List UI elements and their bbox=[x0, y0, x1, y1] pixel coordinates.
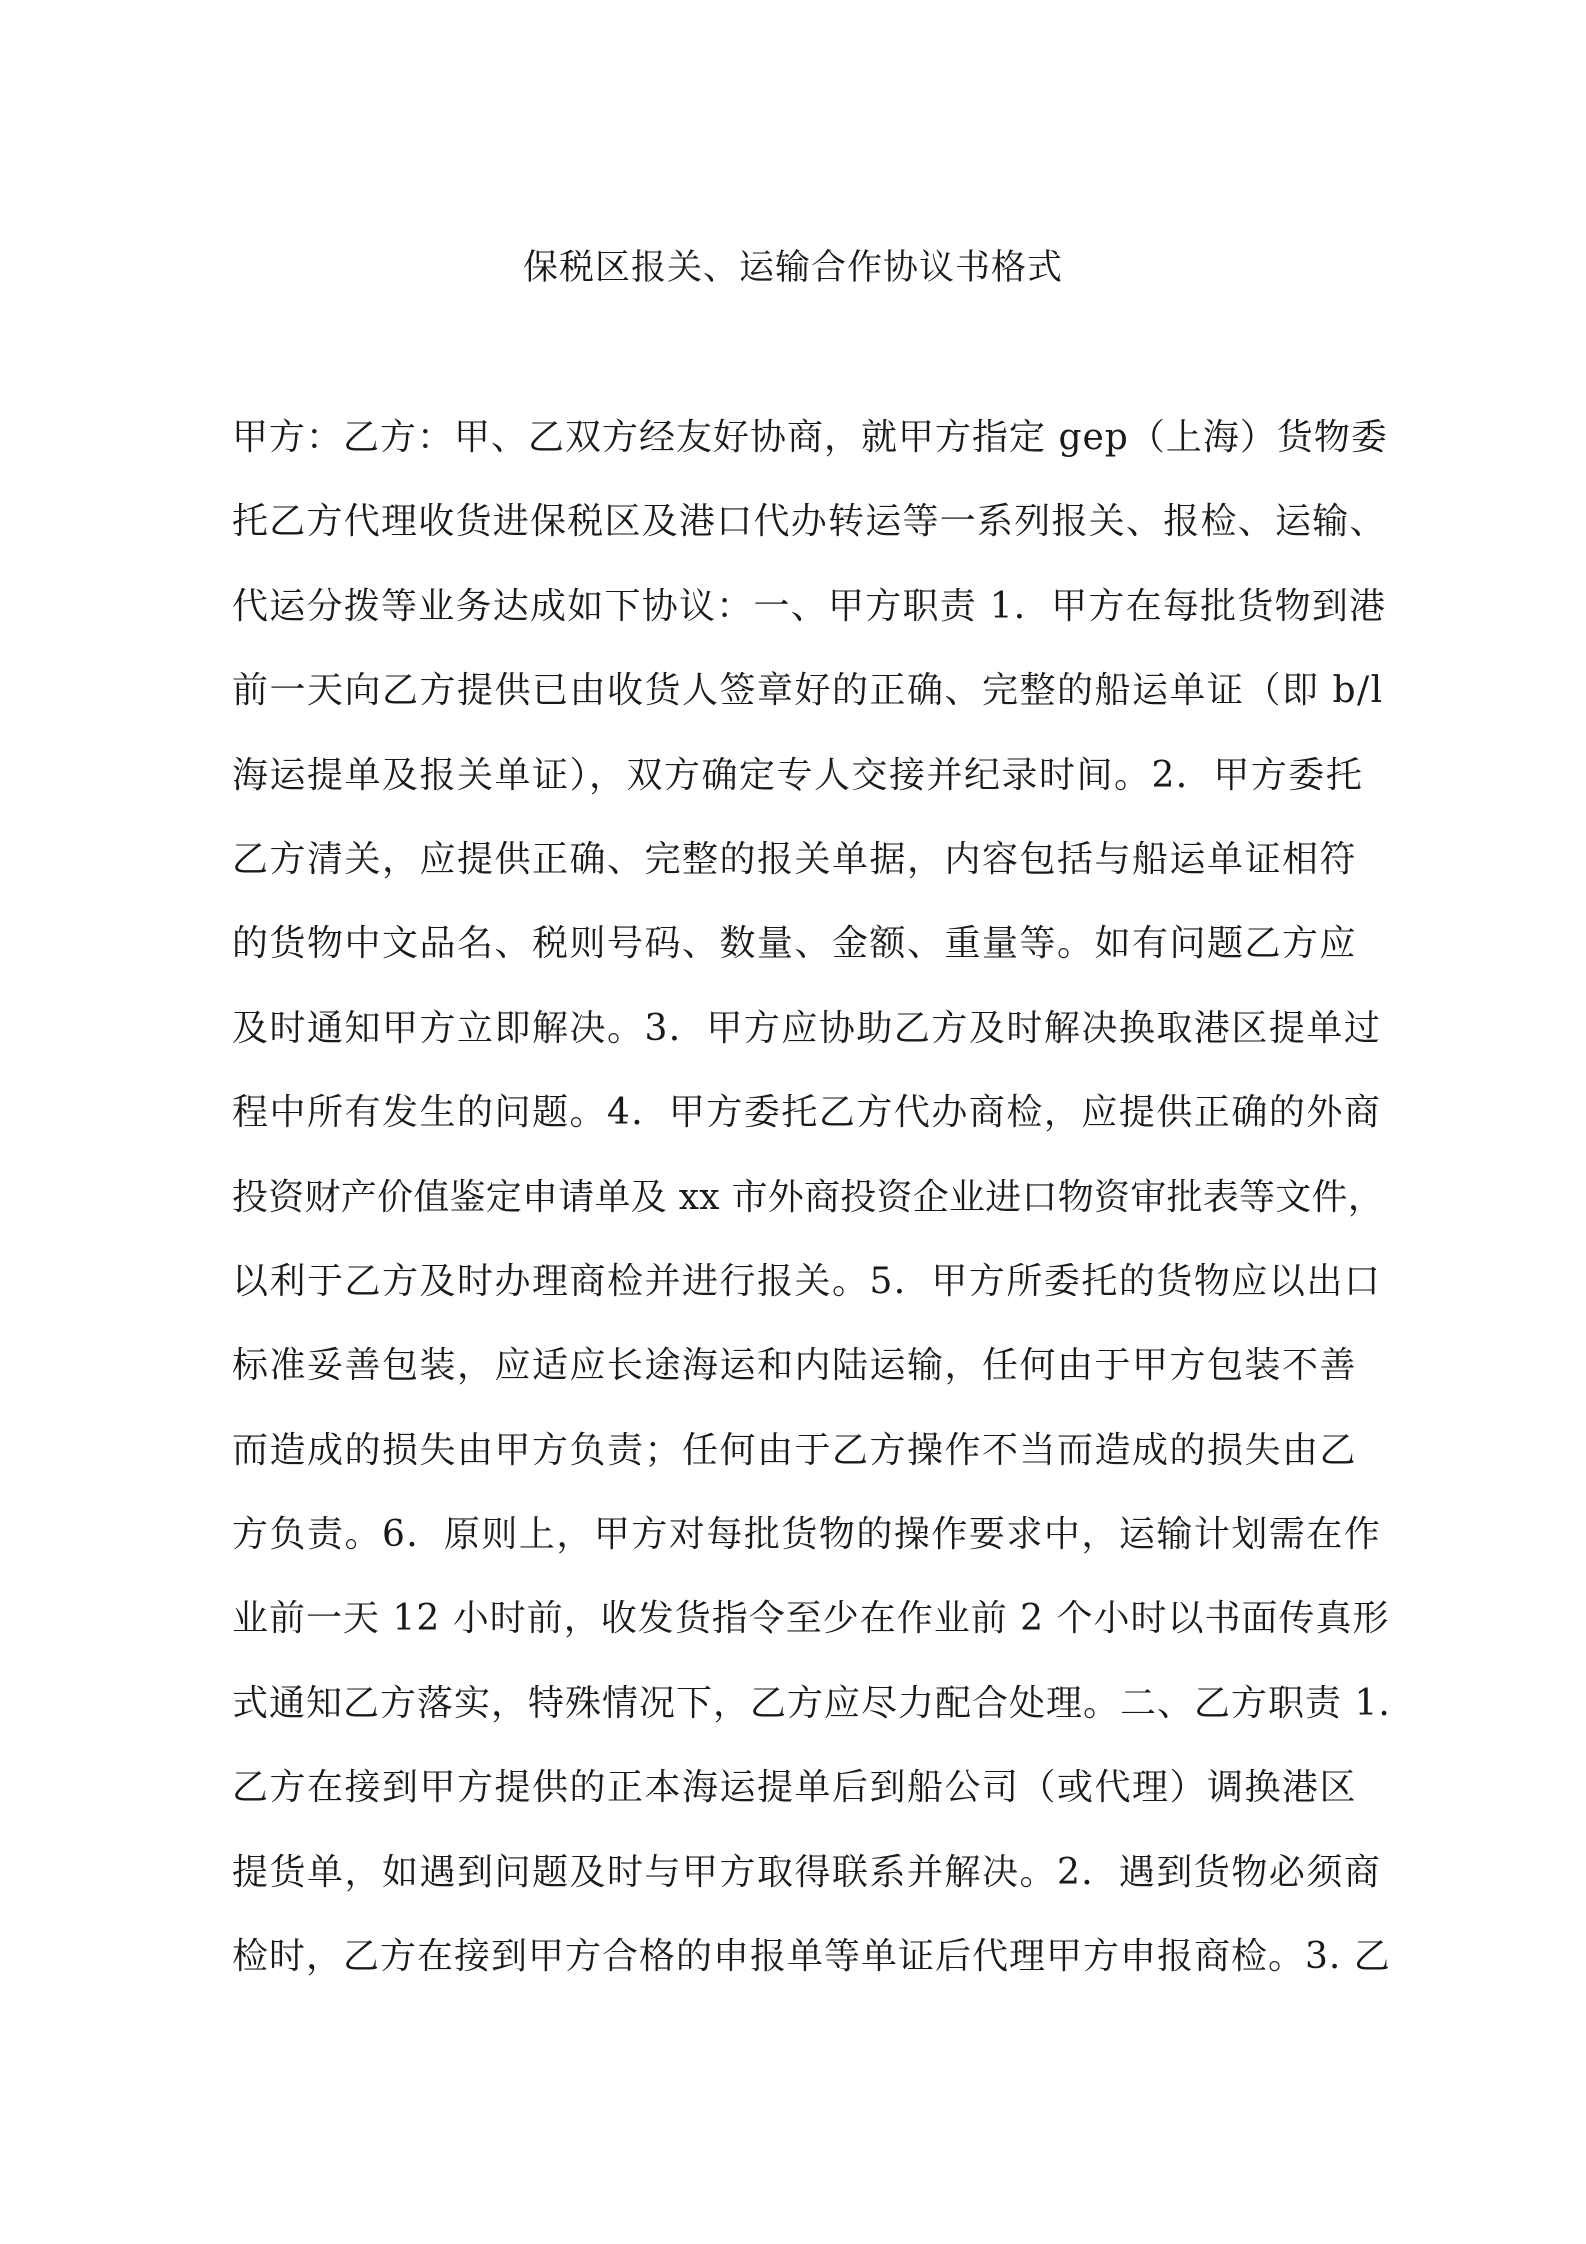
body-line: 检时，乙方在接到甲方合格的申报单等单证后代理甲方申报商检。3. 乙 bbox=[232, 1936, 1391, 1978]
body-line: 乙方在接到甲方提供的正本海运提单后到船公司（或代理）调换港区 bbox=[232, 1767, 1358, 1809]
body-line: 式通知乙方落实，特殊情况下，乙方应尽力配合处理。二、乙方职责 1. bbox=[232, 1682, 1391, 1724]
body-line: 标准妥善包装，应适应长途海运和内陆运输，任何由于甲方包装不善 bbox=[232, 1345, 1358, 1387]
body-line: 的货物中文品名、税则号码、数量、金额、重量等。如有问题乙方应 bbox=[232, 923, 1358, 965]
body-line: 程中所有发生的问题。4．甲方委托乙方代办商检，应提供正确的外商 bbox=[232, 1092, 1382, 1134]
body-line: 代运分拨等业务达成如下协议：一、甲方职责 1．甲方在每批货物到港 bbox=[232, 585, 1387, 627]
body-line: 托乙方代理收货进保税区及港口代办转运等一系列报关、报检、运输、 bbox=[232, 501, 1387, 543]
body-line: 海运提单及报关单证），双方确定专人交接并纪录时间。2．甲方委托 bbox=[232, 754, 1364, 796]
document-title: 保税区报关、运输合作协议书格式 bbox=[522, 248, 1063, 288]
body-line: 甲方：乙方：甲、乙双方经友好协商，就甲方指定 gep（上海）货物委 bbox=[232, 417, 1388, 458]
body-line: 及时通知甲方立即解决。3．甲方应协助乙方及时解决换取港区提单过 bbox=[232, 1007, 1382, 1049]
body-line: 投资财产价值鉴定申请单及 xx 市外商投资企业进口物资审批表等文件， bbox=[232, 1176, 1384, 1218]
body-line: 方负责。6．原则上，甲方对每批货物的操作要求中，运输计划需在作 bbox=[232, 1514, 1382, 1556]
body-line: 以利于乙方及时办理商检并进行报关。5．甲方所委托的货物应以出口 bbox=[232, 1260, 1382, 1302]
document-body bbox=[232, 413, 1392, 2016]
body-line: 前一天向乙方提供已由收货人签章好的正确、完整的船运单证（即 b/l bbox=[232, 670, 1384, 712]
body-line: 而造成的损失由甲方负责；任何由于乙方操作不当而造成的损失由乙 bbox=[232, 1429, 1358, 1471]
body-line: 提货单，如遇到问题及时与甲方取得联系并解决。2．遇到货物必须商 bbox=[232, 1851, 1382, 1893]
body-line: 业前一天 12 小时前，收发货指令至少在作业前 2 个小时以书面传真形 bbox=[232, 1598, 1390, 1640]
body-line: 乙方清关，应提供正确、完整的报关单据，内容包括与船运单证相符 bbox=[232, 838, 1358, 880]
